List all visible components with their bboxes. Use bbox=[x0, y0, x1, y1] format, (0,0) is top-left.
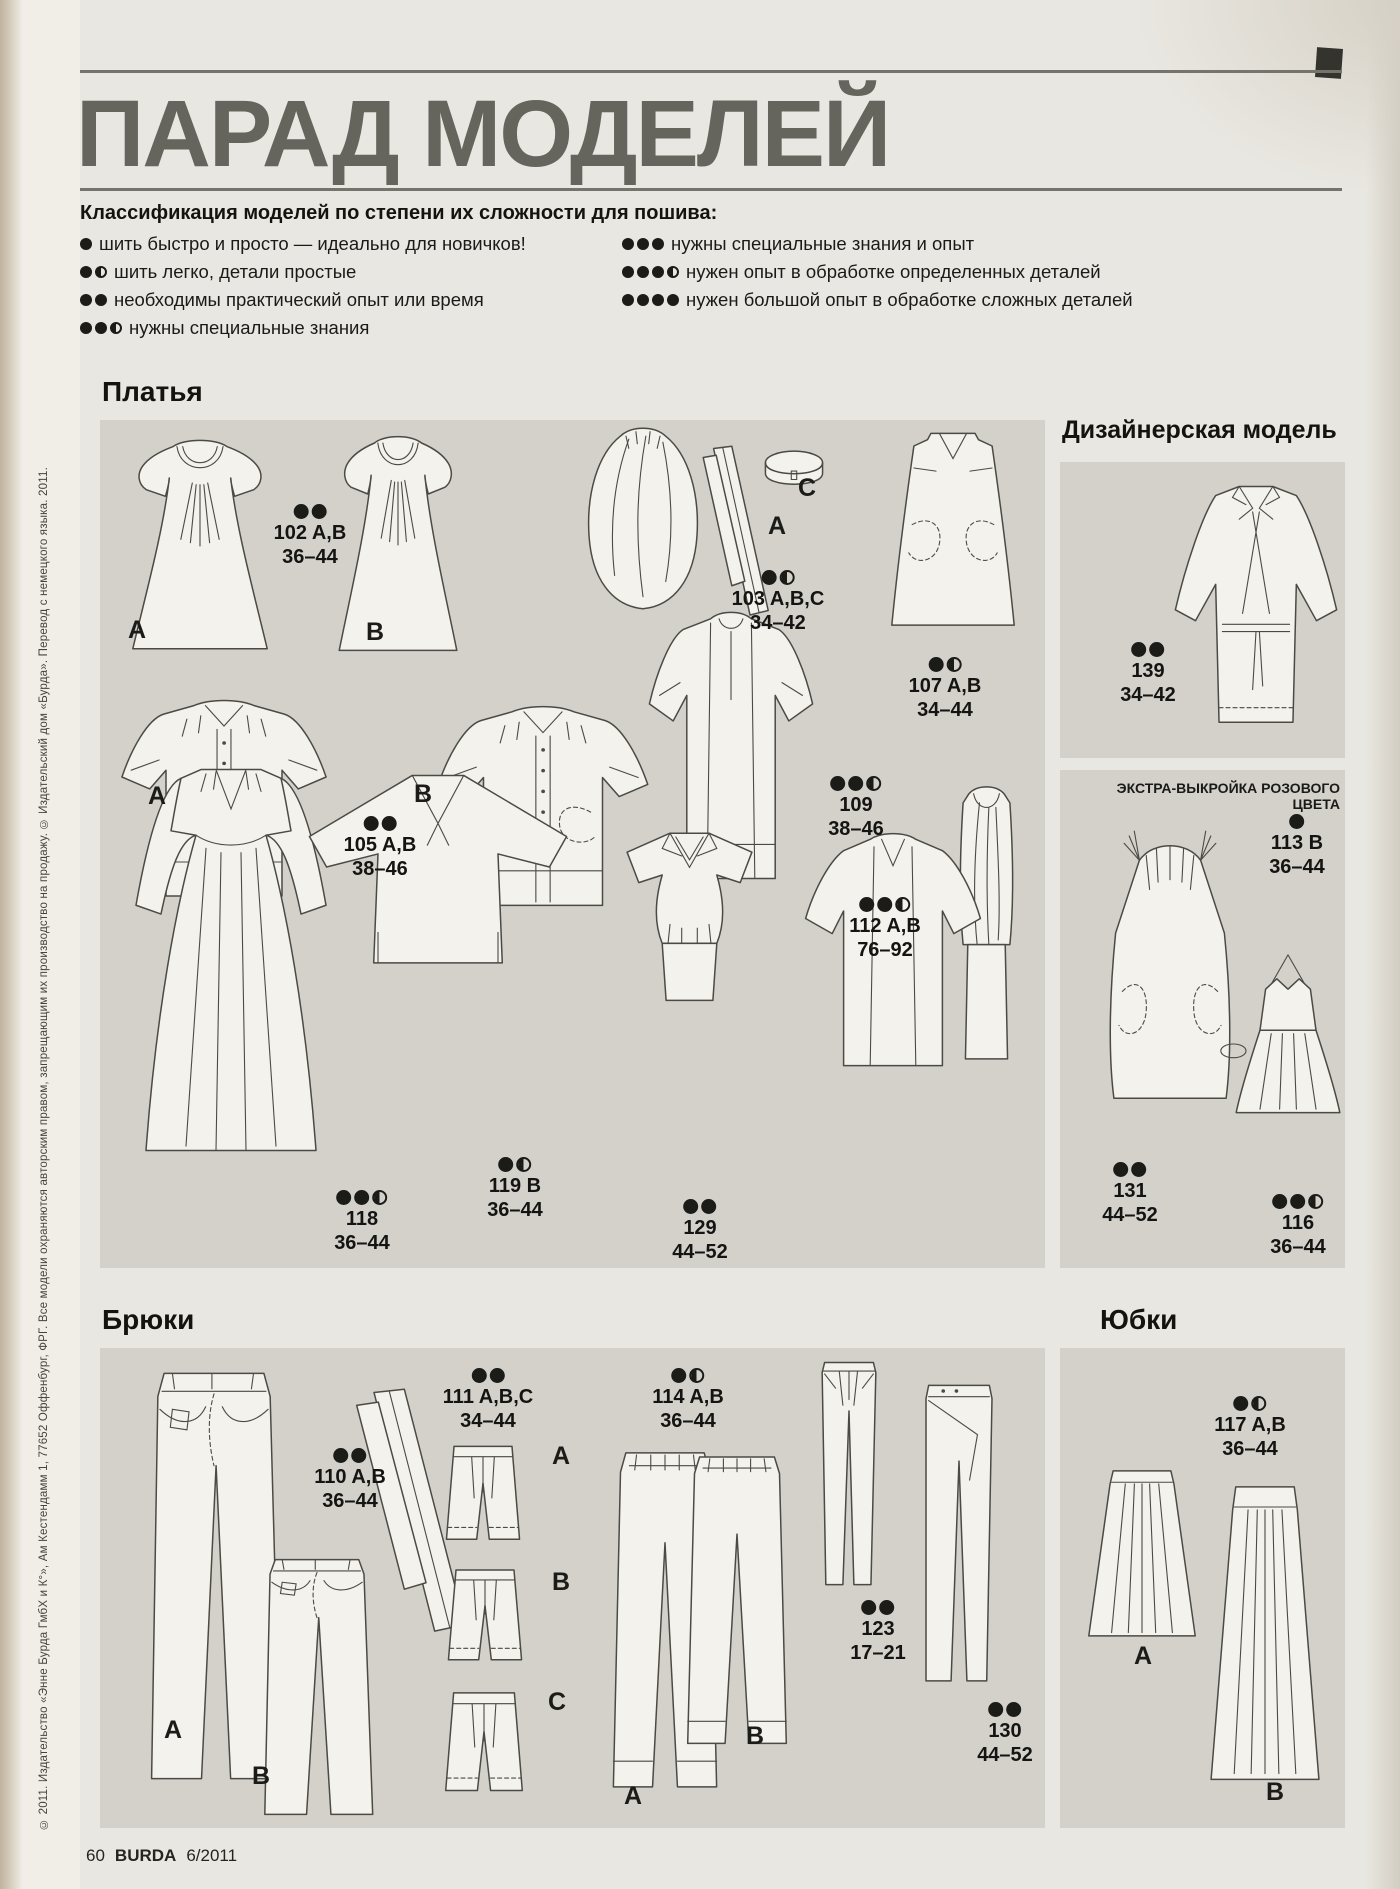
variant-letter: A bbox=[552, 1442, 571, 1470]
model-number: 105 A,B bbox=[343, 834, 417, 856]
model-sizes: 44–52 bbox=[672, 1241, 728, 1263]
legend-item-label: нужны специальные знания bbox=[129, 317, 370, 338]
model-number: 131 bbox=[1113, 1180, 1147, 1202]
variant-letter: A bbox=[128, 616, 147, 644]
variant-letter: B bbox=[552, 1568, 571, 1596]
difficulty-dots bbox=[334, 1188, 390, 1207]
difficulty-dots bbox=[1120, 640, 1176, 659]
model-label-119 bbox=[487, 1155, 543, 1222]
difficulty-dots bbox=[672, 1197, 728, 1216]
difficulty-dots bbox=[274, 502, 347, 521]
model-label-118 bbox=[334, 1188, 390, 1255]
model-sizes: 44–52 bbox=[977, 1744, 1033, 1766]
model-number: 113 B bbox=[1270, 832, 1324, 854]
magazine-name: BURDA bbox=[114, 1846, 177, 1865]
difficulty-dots bbox=[1269, 812, 1325, 831]
difficulty-dots bbox=[622, 266, 679, 279]
model-label-131 bbox=[1102, 1160, 1158, 1227]
variant-letter: B bbox=[252, 1762, 271, 1790]
sketch-pants-130 bbox=[893, 1374, 1025, 1696]
model-sizes: 34–42 bbox=[750, 612, 806, 634]
difficulty-dots bbox=[344, 814, 417, 833]
model-number: 102 A,B bbox=[273, 522, 347, 544]
sketch-headband-103c bbox=[760, 448, 828, 490]
difficulty-dots bbox=[80, 266, 107, 279]
model-number: 130 bbox=[988, 1720, 1022, 1742]
variant-letter: C bbox=[548, 1688, 567, 1716]
model-number: 112 A,B bbox=[849, 915, 921, 937]
model-sizes: 44–52 bbox=[1102, 1204, 1158, 1226]
model-number: 114 A,B bbox=[652, 1386, 724, 1408]
model-sizes: 36–44 bbox=[1269, 856, 1325, 878]
sketch-shorts-111c bbox=[418, 1682, 550, 1806]
model-label-129 bbox=[672, 1197, 728, 1264]
model-label-123 bbox=[850, 1598, 906, 1665]
difficulty-dots bbox=[849, 895, 921, 914]
model-label-116 bbox=[1270, 1192, 1326, 1259]
legend-item bbox=[622, 289, 1133, 311]
model-label-139 bbox=[1120, 640, 1176, 707]
legend-item bbox=[622, 261, 1101, 283]
legend-heading: Классификация моделей по степени их сложности для пошива: bbox=[80, 202, 718, 224]
copyright-sidebar: © 2011. Издательство «Энне Бурда ГмбХ и К°», Ам Кестендамм 1, 77652 Оффенбург, ФРГ. Все модели охраняются авторским правом, запрещающим их производство на продажу. © Издательский дом «Бурда». Перевод с немецкого языка. 2011. bbox=[38, 467, 50, 1830]
model-label-102 bbox=[274, 502, 347, 569]
model-label-111 bbox=[443, 1366, 533, 1433]
issue-number: 6/2011 bbox=[186, 1846, 238, 1865]
variant-letter: A bbox=[164, 1716, 183, 1744]
sketch-blouson-129 bbox=[592, 818, 787, 1084]
model-number: 111 A,B,C bbox=[442, 1386, 534, 1408]
page-footer bbox=[86, 1846, 237, 1866]
sketch-shorts-111b bbox=[422, 1560, 548, 1674]
difficulty-dots bbox=[909, 655, 982, 674]
sketch-pants-123 bbox=[788, 1354, 910, 1596]
difficulty-dots bbox=[828, 774, 884, 793]
difficulty-dots bbox=[652, 1366, 724, 1385]
sketch-kimono-top-119b bbox=[288, 758, 588, 976]
model-number: 107 A,B bbox=[908, 675, 982, 697]
page-edge-left bbox=[0, 0, 22, 1889]
legend-item-label: шить легко, детали простые bbox=[114, 261, 357, 282]
legend-item bbox=[80, 261, 356, 283]
section-title-trousers: Брюки bbox=[102, 1304, 195, 1335]
difficulty-dots bbox=[622, 238, 664, 251]
sketch-skirt-117b bbox=[1188, 1464, 1342, 1808]
page-number: 60 bbox=[86, 1846, 105, 1865]
sketch-shorts-111a bbox=[420, 1436, 546, 1554]
model-label-110 bbox=[314, 1446, 386, 1513]
legend-item bbox=[80, 317, 369, 339]
model-number: 119 B bbox=[488, 1175, 542, 1197]
legend-item bbox=[80, 289, 484, 311]
model-sizes: 36–44 bbox=[487, 1199, 543, 1221]
model-label-117 bbox=[1214, 1394, 1286, 1461]
legend-item bbox=[80, 233, 526, 255]
legend-item bbox=[622, 233, 974, 255]
print-mark bbox=[1315, 47, 1343, 79]
sketch-shift-dress-107 bbox=[868, 424, 1038, 644]
model-sizes: 36–44 bbox=[334, 1232, 390, 1254]
variant-letter: A bbox=[1134, 1642, 1153, 1670]
model-label-112 bbox=[849, 895, 921, 962]
model-label-103 bbox=[732, 568, 825, 635]
difficulty-dots bbox=[80, 294, 107, 307]
model-label-113 bbox=[1269, 812, 1325, 879]
model-sizes: 36–44 bbox=[660, 1410, 716, 1432]
variant-letter: B bbox=[366, 618, 385, 646]
legend-item-label: шить быстро и просто — идеально для новичков! bbox=[99, 233, 526, 254]
model-sizes: 34–44 bbox=[917, 699, 973, 721]
sketch-balloon-dress-103 bbox=[572, 418, 714, 630]
difficulty-dots bbox=[732, 568, 825, 587]
difficulty-dots bbox=[80, 322, 122, 335]
model-sizes: 17–21 bbox=[850, 1642, 906, 1664]
page-edge-right bbox=[1366, 0, 1400, 1889]
model-sizes: 38–46 bbox=[352, 858, 408, 880]
difficulty-dots bbox=[80, 238, 92, 251]
model-sizes: 36–44 bbox=[1270, 1236, 1326, 1258]
legend-item-label: нужен большой опыт в обработке сложных деталей bbox=[686, 289, 1133, 310]
variant-letter: B bbox=[746, 1722, 765, 1750]
model-label-114 bbox=[652, 1366, 724, 1433]
model-number: 129 bbox=[683, 1217, 717, 1239]
sketch-halter-dress-116 bbox=[1218, 948, 1358, 1188]
page-corner-shading bbox=[1140, 0, 1400, 190]
variant-letter: A bbox=[148, 782, 167, 810]
variant-letter: B bbox=[414, 780, 433, 808]
difficulty-dots bbox=[622, 294, 679, 307]
variant-letter: C bbox=[798, 474, 817, 502]
model-sizes: 34–44 bbox=[460, 1410, 516, 1432]
variant-letter: A bbox=[768, 512, 787, 540]
model-sizes: 36–44 bbox=[322, 1490, 378, 1512]
difficulty-dots bbox=[1270, 1192, 1326, 1211]
model-number: 110 A,B bbox=[314, 1466, 386, 1488]
top-rule bbox=[80, 70, 1342, 73]
variant-letter: A bbox=[624, 1782, 643, 1810]
section-title-skirts: Юбки bbox=[1100, 1304, 1178, 1335]
page-title: ПАРАД МОДЕЛЕЙ bbox=[76, 81, 890, 187]
model-number: 123 bbox=[861, 1618, 895, 1640]
model-label-109 bbox=[828, 774, 884, 841]
legend-item-label: необходимы практический опыт или время bbox=[114, 289, 484, 310]
model-sizes: 36–44 bbox=[1222, 1438, 1278, 1460]
title-rule bbox=[80, 188, 1342, 191]
sketch-wrap-jacket-139 bbox=[1172, 472, 1340, 744]
difficulty-dots bbox=[1102, 1160, 1158, 1179]
model-sizes: 34–42 bbox=[1120, 684, 1176, 706]
variant-letter: B bbox=[1266, 1778, 1285, 1806]
model-sizes: 36–44 bbox=[282, 546, 338, 568]
model-number: 118 bbox=[345, 1208, 379, 1230]
model-number: 109 bbox=[839, 794, 873, 816]
section-title-designer: Дизайнерская модель bbox=[1062, 416, 1337, 444]
model-label-105 bbox=[344, 814, 417, 881]
model-number: 116 bbox=[1281, 1212, 1315, 1234]
difficulty-dots bbox=[443, 1366, 533, 1385]
legend-item-label: нужны специальные знания и опыт bbox=[671, 233, 975, 254]
difficulty-dots bbox=[487, 1155, 543, 1174]
section-title-dresses: Платья bbox=[102, 376, 203, 407]
model-number: 117 A,B bbox=[1214, 1414, 1286, 1436]
legend-item-label: нужен опыт в обработке определенных деталей bbox=[686, 261, 1101, 282]
extra-pattern-caption: ЭКСТРА-ВЫКРОЙКА РОЗОВОГО ЦВЕТА bbox=[1116, 780, 1340, 812]
difficulty-dots bbox=[1214, 1394, 1286, 1413]
difficulty-dots bbox=[850, 1598, 906, 1617]
difficulty-dots bbox=[314, 1446, 386, 1465]
model-label-130 bbox=[977, 1700, 1033, 1767]
model-number: 139 bbox=[1131, 660, 1165, 682]
model-sizes: 38–46 bbox=[828, 818, 884, 840]
model-label-107 bbox=[909, 655, 982, 722]
model-number: 103 A,B,C bbox=[731, 588, 825, 610]
model-sizes: 76–92 bbox=[857, 939, 913, 961]
difficulty-dots bbox=[977, 1700, 1033, 1719]
